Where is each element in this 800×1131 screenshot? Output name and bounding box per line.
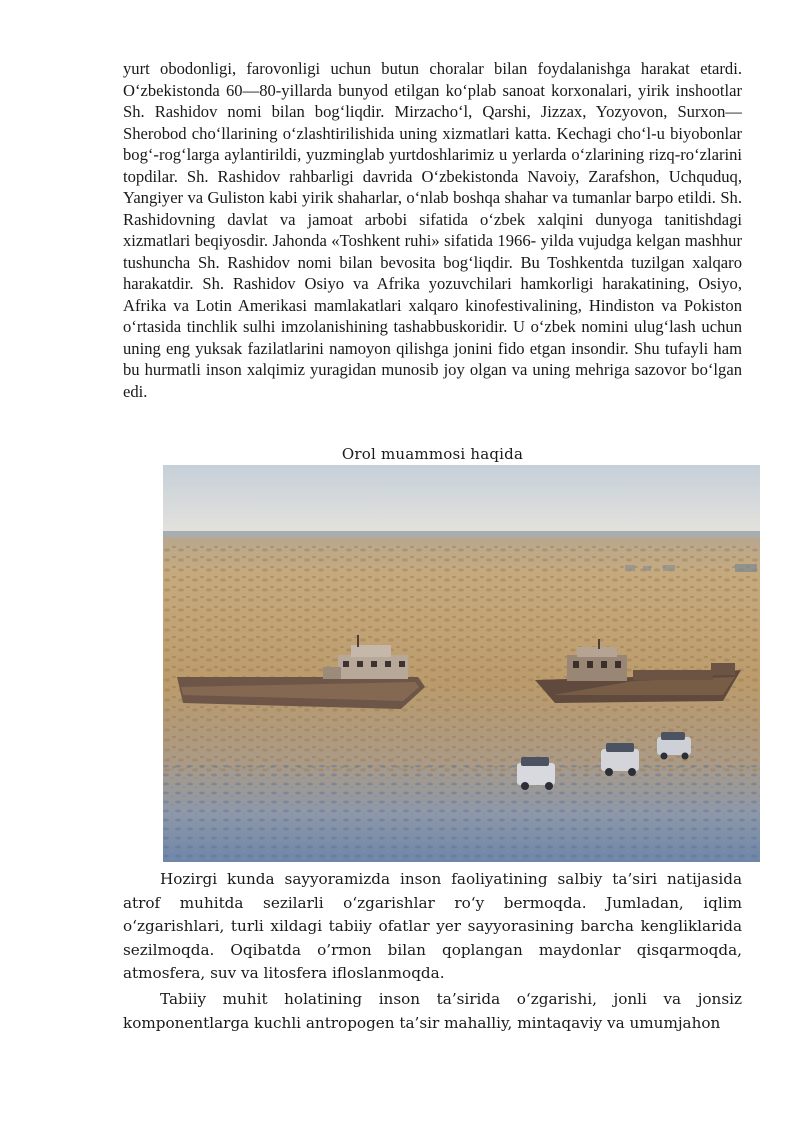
body-paragraph-3: Tabiiy muhit holatining inson ta’sirida o‘zgarishi, jonli va jonsiz komponentlarga kuchli antropogen ta’sir mahalliy, mintaqaviy va umumjahon — [123, 990, 742, 1032]
figure-caption: Orol muammosi haqida — [341, 445, 524, 463]
body-paragraph-2: Hozirgi kunda sayyoramizda inson faoliyatining salbiy ta’siri natijasida atrof muhitda sezilarli o‘zgarishlar ro‘y bermoqda. Jumladan, iqlim o‘zgarishlari, turli xildagi tabiiy ofatlar yer sayyorasining barcha kengliklarida sezilmoqda. Oqibatda o’rmon bilan qoplangan maydonlar qisqarmoqda, atmosfera, suv va litosfera ifloslanmoqda. — [123, 870, 742, 982]
body-paragraph-1: yurt obodonligi, farovonligi uchun butun choralar bilan foydalanishga harakat etardi. O‘zbekistonda 60—80-yillarda bunyod etilgan ko‘plab sanoat korxonalari, yirik inshootlar Sh. Rashidov nomi bilan bog‘liqdir. Mirzacho‘l, Qarshi, Jizzax, Yozyovon, Surxon—Sherobod cho‘llarining o‘zlashtirilishida uning xizmatlari katta. Kechagi cho‘l-u biyobonlar bog‘-rog‘larga aylantirildi, yuzminglab yurtdoshlarimiz u yerlarda o‘zlarining rizq-ro‘zlarini topdilar. Sh. Rashidov rahbarligi davrida O‘zbekistonda Navoiy, Zarafshon, Uchquduq, Yangiyer va Guliston kabi yirik shaharlar, o‘nlab boshqa shahar va tumanlar barpo etildi. Sh. Rashidovning davlat va jamoat arbobi sifatida o‘zbek xalqini dunyoga tanitishdagi xizmatlari beqiyosdir. Jahonda «Toshkent ruhi» sifatida 1966- yilda vujudga kelgan mashhur tushuncha Sh. Rashidov nomi bilan bevosita bog‘liqdir. Bu Toshkentda tuzilgan xalqaro harakatdir. Sh. Rashidov Osiyo va Afrika yozuvchilari hamkorligi harakatining, Osiyo, Afrika va Lotin Amerikasi mamlakatlari xalqaro kinofestivalining, Hindiston va Pokiston o‘rtasida tinchlik sulhi imzolanishining tashabbuskoridir. U o‘zbek nomini ulug‘lash uchun uning eng yuksak fazilatlarini namoyon qilishga jonini fido etgan insondir. Shu tufayli ham bu hurmatli inson xalqimiz yuragidan munosib joy olgan va uning mehriga sazovor bo‘lgan edi. — [123, 59, 742, 401]
aral-sea-photo — [163, 465, 760, 862]
